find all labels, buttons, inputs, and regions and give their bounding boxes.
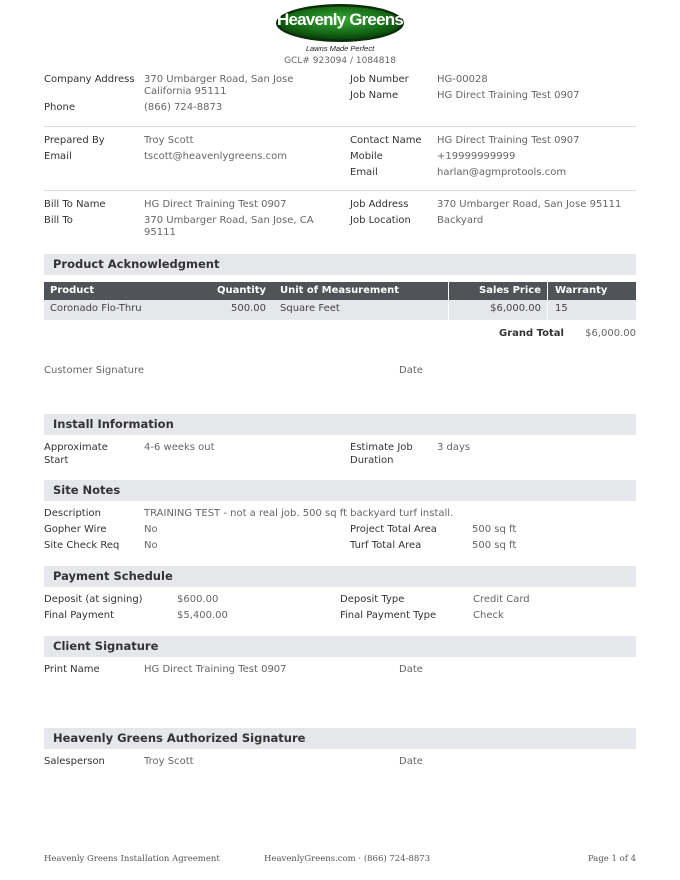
deposit-type-label: Deposit Type <box>340 594 405 605</box>
project-area-label: Project Total Area <box>350 524 437 535</box>
phone-value: (866) 724-8873 <box>144 102 223 113</box>
customer-signature-date-label: Date <box>399 365 423 376</box>
section-install-information <box>44 414 636 435</box>
footer-contact: HeavenlyGreens.com · (866) 724-8873 <box>264 854 431 864</box>
cell-warranty: 15 <box>555 303 568 314</box>
contact-email-value: harlan@agmprotools.com <box>437 167 567 178</box>
bill-to-line2: 95111 <box>144 227 176 238</box>
salesperson-label: Salesperson <box>44 756 105 767</box>
grand-total-value: $6,000.00 <box>585 328 636 339</box>
column-divider <box>547 282 548 300</box>
deposit-value: $600.00 <box>177 594 219 605</box>
column-divider <box>448 300 449 320</box>
divider <box>44 190 636 191</box>
deposit-type-value: Credit Card <box>473 594 530 605</box>
company-address-line2: California 95111 <box>144 86 227 97</box>
section-hg-authorized-signature <box>44 728 636 749</box>
final-payment-type-label: Final Payment Type <box>340 610 437 621</box>
contact-name-label: Contact Name <box>350 135 422 146</box>
mobile-label: Mobile <box>350 151 383 162</box>
prepared-by-label: Prepared By <box>44 135 105 146</box>
contact-email-label: Email <box>350 167 378 178</box>
turf-area-label: Turf Total Area <box>350 540 422 551</box>
column-header-sales-price: Sales Price <box>479 285 541 296</box>
section-title: Client Signature <box>53 639 159 653</box>
cell-unit: Square Feet <box>280 303 340 314</box>
logo-tagline: Lawns Made Perfect <box>305 44 375 53</box>
project-area-value: 500 sq ft <box>472 524 517 535</box>
section-client-signature <box>44 636 636 657</box>
column-divider <box>547 300 548 320</box>
section-title: Heavenly Greens Authorized Signature <box>53 731 306 745</box>
bill-to-label: Bill To <box>44 215 73 226</box>
divider <box>44 126 636 127</box>
job-number-label: Job Number <box>350 74 409 85</box>
bill-to-name-value: HG Direct Training Test 0907 <box>144 199 287 210</box>
column-header-warranty: Warranty <box>555 285 608 296</box>
section-product-acknowledgment <box>44 254 636 275</box>
job-address-label: Job Address <box>350 199 409 210</box>
column-header-product: Product <box>50 285 95 296</box>
client-signature-date-label: Date <box>399 664 423 675</box>
job-name-value: HG Direct Training Test 0907 <box>437 90 580 101</box>
estimate-duration-label-1: Estimate Job <box>350 442 413 453</box>
job-address-value: 370 Umbarger Road, San Jose 95111 <box>437 199 622 210</box>
email-label: Email <box>44 151 72 162</box>
job-location-label: Job Location <box>350 215 411 226</box>
table-row <box>44 300 636 320</box>
company-logo <box>255 2 425 56</box>
column-header-quantity: Quantity <box>217 285 266 296</box>
bill-to-name-label: Bill To Name <box>44 199 106 210</box>
description-value: TRAINING TEST - not a real job. 500 sq ft backyard turf install. <box>144 508 454 519</box>
cell-quantity: 500.00 <box>231 303 266 314</box>
turf-area-value: 500 sq ft <box>472 540 517 551</box>
column-divider <box>448 282 449 300</box>
deposit-label: Deposit (at signing) <box>44 594 143 605</box>
approx-start-label-2: Start <box>44 455 69 466</box>
section-title: Product Acknowledgment <box>53 257 220 271</box>
footer-page-number: Page 1 of 4 <box>587 854 636 864</box>
company-address-line1: 370 Umbarger Road, San Jose <box>144 74 294 85</box>
cell-sales-price: $6,000.00 <box>490 303 541 314</box>
column-header-unit: Unit of Measurement <box>280 285 399 296</box>
contact-name-value: HG Direct Training Test 0907 <box>437 135 580 146</box>
estimate-duration-value: 3 days <box>437 442 471 453</box>
site-check-value: No <box>144 540 158 551</box>
hg-signature-date-label: Date <box>399 756 423 767</box>
salesperson-value: Troy Scott <box>144 756 194 767</box>
final-payment-label: Final Payment <box>44 610 115 621</box>
section-payment-schedule <box>44 566 636 587</box>
logo-text: Heavenly Greens <box>277 10 403 29</box>
description-label: Description <box>44 508 101 519</box>
email-value: tscott@heavenlygreens.com <box>144 151 287 162</box>
phone-label: Phone <box>44 102 75 113</box>
section-site-notes <box>44 480 636 501</box>
company-address-label: Company Address <box>44 74 135 85</box>
print-name-label: Print Name <box>44 664 100 675</box>
site-check-label: Site Check Req <box>44 540 120 551</box>
gopher-wire-label: Gopher Wire <box>44 524 107 535</box>
license-number: GCL# 923094 / 1084818 <box>284 56 396 66</box>
mobile-value: +19999999999 <box>437 151 516 162</box>
final-payment-type-value: Check <box>473 610 504 621</box>
grand-total-label: Grand Total <box>499 328 564 339</box>
cell-product: Coronado Flo-Thru <box>50 303 142 314</box>
print-name-value: HG Direct Training Test 0907 <box>144 664 287 675</box>
gopher-wire-value: No <box>144 524 158 535</box>
footer-document-title: Heavenly Greens Installation Agreement <box>44 854 220 864</box>
job-location-value: Backyard <box>437 215 484 226</box>
approx-start-value: 4-6 weeks out <box>144 442 215 453</box>
section-title: Payment Schedule <box>53 569 173 583</box>
job-name-label: Job Name <box>350 90 399 101</box>
estimate-duration-label-2: Duration <box>350 455 394 466</box>
job-number-value: HG-00028 <box>437 74 488 85</box>
customer-signature-label: Customer Signature <box>44 365 144 376</box>
bill-to-line1: 370 Umbarger Road, San Jose, CA <box>144 215 314 226</box>
product-table-header <box>44 282 636 300</box>
prepared-by-value: Troy Scott <box>144 135 194 146</box>
approx-start-label-1: Approximate <box>44 442 108 453</box>
section-title: Site Notes <box>53 483 121 497</box>
final-payment-value: $5,400.00 <box>177 610 228 621</box>
section-title: Install Information <box>53 417 174 431</box>
